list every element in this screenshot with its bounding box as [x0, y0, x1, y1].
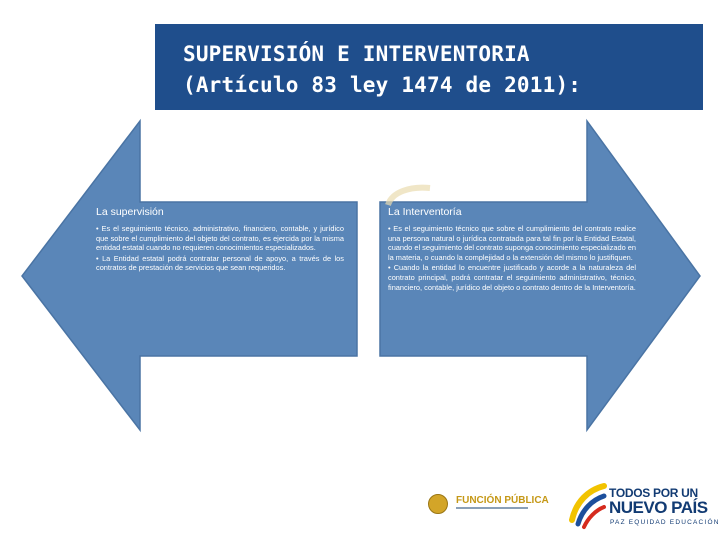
- left-arrow: [22, 121, 357, 430]
- colombia-seal-icon: [428, 494, 448, 514]
- slide-title-line-1: SUPERVISIÓN E INTERVENTORIA: [183, 42, 530, 66]
- slide-title-line-2: (Artículo 83 ley 1474 de 2011):: [183, 73, 582, 97]
- funcion-publica-logo: [414, 486, 549, 522]
- nuevo-pais-tagline: PAZ EQUIDAD EDUCACIÓN: [610, 519, 720, 526]
- interventoria-heading: La Interventoría: [388, 206, 462, 218]
- interventoria-panel: [388, 206, 636, 293]
- nuevo-pais-emblem-icon: [568, 480, 608, 530]
- funcion-publica-name: FUNCIÓN PÚBLICA: [456, 495, 549, 506]
- interventoria-bullet: • Cuando la entidad lo encuentre justificado y acorde a la naturaleza del contrato principal, podrá contratar el seguimiento administrativo, técnico, financiero, contable, jurídico del objeto o contrato dentro de la Interventoría.: [388, 263, 636, 292]
- nuevo-pais-slogan-main: NUEVO PAÍS: [609, 498, 708, 517]
- nuevo-pais-logo: [568, 478, 720, 530]
- supervision-heading: La supervisión: [96, 206, 164, 218]
- nuevo-pais-slogan-top: TODOS POR UN: [609, 486, 698, 500]
- supervision-bullet: • Es el seguimiento técnico, administrativo, financiero, contable, y jurídico que sobre el cumplimiento del objeto del contrato, es ejercida por la misma entidad estatal cuando no requieren conocimientos especializados.: [96, 224, 344, 253]
- interventoria-bullet-list: [388, 224, 636, 292]
- supervision-panel: [96, 206, 344, 274]
- funcion-publica-subline: [456, 507, 528, 509]
- supervision-bullet-list: [96, 224, 344, 273]
- supervision-bullet: • La Entidad estatal podrá contratar personal de apoyo, a través de los contratos de prestación de servicios que sean requeridos.: [96, 254, 344, 273]
- interventoria-bullet: • Es el seguimiento técnico que sobre el cumplimiento del contrato realice una persona natural o jurídica contratada para tal fin por la Entidad Estatal, cuando el seguimiento del contrato suponga conocimiento especializado en la materia, o cuando la complejidad o la extensión del mismo lo justifiquen.: [388, 224, 636, 262]
